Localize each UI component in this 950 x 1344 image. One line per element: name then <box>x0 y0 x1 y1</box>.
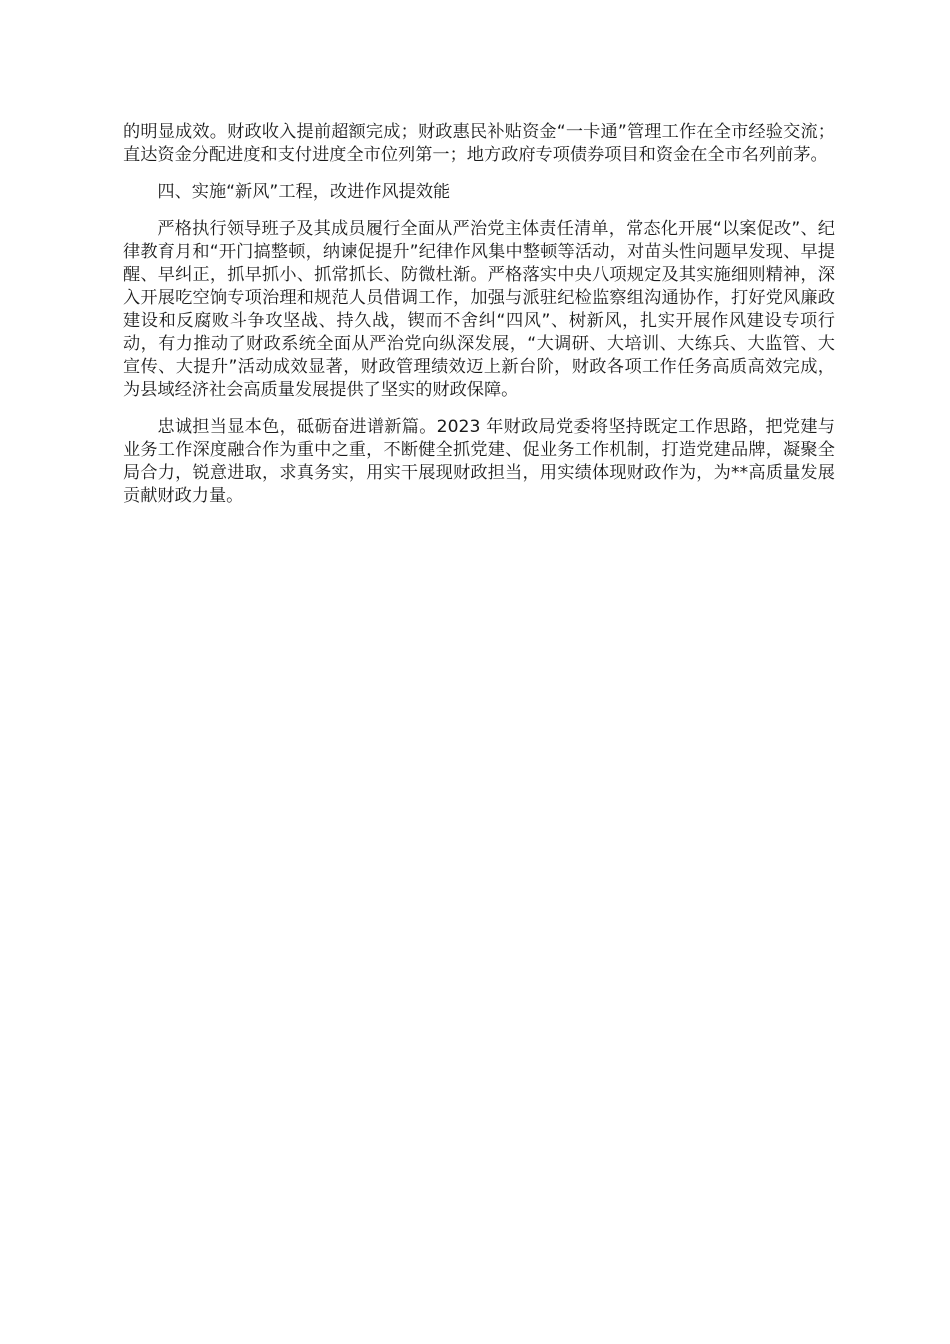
closing-paragraph: 忠诚担当显本色，砥砺奋进谱新篇。2023 年财政局党委将坚持既定工作思路，把党建与业务工作深度融合作为重中之重，不断健全抓党建、促业务工作机制，打造党建品牌，凝聚全局合力，锐意进取，求真务实，用实干展现财政担当，用实绩体现财政作为，为**高质量发展贡献财政力量。 <box>123 417 835 506</box>
section-heading: 四、实施“新风”工程，改进作风提效能 <box>157 182 451 202</box>
document-page <box>123 121 835 522</box>
continuation-paragraph: 的明显成效。财政收入提前超额完成；财政惠民补贴资金“一卡通”管理工作在全市经验交流；直达资金分配进度和支付进度全市位列第一；地方政府专项债券项目和资金在全市名列前茅。 <box>123 122 835 165</box>
body-paragraph: 严格执行领导班子及其成员履行全面从严治党主体责任清单，常态化开展“以案促改”、纪律教育月和“开门搞整顿，纳谏促提升”纪律作风集中整顿等活动，对苗头性问题早发现、早提醒、早纠正，抓早抓小、抓常抓长、防微杜渐。严格落实中央八项规定及其实施细则精神，深入开展吃空饷专项治理和规范人员借调工作，加强与派驻纪检监察组沟通协作，打好党风廉政建设和反腐败斗争攻坚战、持久战，锲而不舍纠“四风”、树新风，扎实开展作风建设专项行动，有力推动了财政系统全面从严治党向纵深发展，“大调研、大培训、大练兵、大监管、大宣传、大提升”活动成效显著，财政管理绩效迈上新台阶，财政各项工作任务高质高效完成，为县域经济社会高质量发展提供了坚实的财政保障。 <box>123 219 835 400</box>
